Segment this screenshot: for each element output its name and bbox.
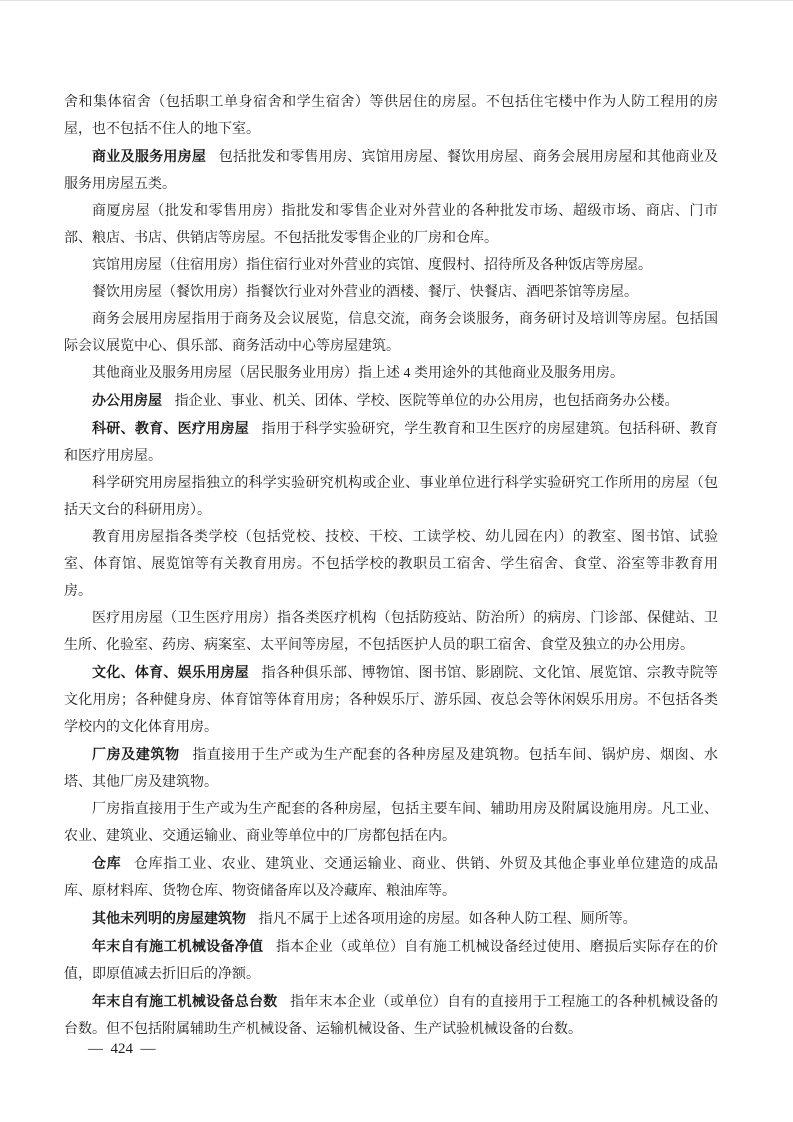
paragraph	[64, 850, 718, 905]
paragraph	[64, 360, 718, 387]
paragraph	[64, 252, 718, 279]
paragraph	[64, 659, 718, 741]
paragraph-text: 其他商业及服务用房屋（居民服务业用房）指上述 4 类用途外的其他商业及服务用房。	[92, 366, 624, 381]
term-label: 其他未列明的房屋建筑物	[92, 910, 246, 926]
paragraph	[64, 988, 718, 1043]
paragraph	[64, 796, 718, 850]
paragraph-text: 包括批发和零售用房、宾馆用房屋、餐饮用房屋、商务会展用房屋和其他商业及服务用房屋五类。	[64, 150, 719, 192]
paragraph-text: 餐饮用房屋（餐饮用房）指餐饮行业对外营业的酒楼、餐厅、快餐店、酒吧茶馆等房屋。	[92, 285, 638, 300]
paragraph	[64, 306, 718, 360]
term-label: 科研、教育、医疗用房屋	[92, 420, 249, 436]
paragraph-text: 医疗用房屋（卫生医疗用房）指各类医疗机构（包括防疫站、防治所）的病房、门诊部、保健站、卫生所、化验室、药房、病案室、太平间等房屋，不包括医护人员的职工宿舍、食堂及独立的办公用房。	[64, 611, 718, 653]
paragraph	[64, 605, 718, 659]
paragraph-text: 教育用房屋指各类学校（包括党校、技校、干校、工读学校、幼儿园在内）的教室、图书馆、试验室、体育馆、展览馆等有关教育用房。不包括学校的教职员工宿舍、学生宿舍、食堂、浴室等非教育用房。	[64, 530, 718, 599]
paragraph-text: 指用于科学实验研究，学生教育和卫生医疗的房屋建筑。包括科研、教育和医疗用房屋。	[64, 422, 719, 464]
paragraph-text: 舍和集体宿舍（包括职工单身宿舍和学生宿舍）等供居住的房屋。不包括住宅楼中作为人防工程用的房屋，也不包括不住人的地下室。	[64, 95, 718, 137]
term-label: 办公用房屋	[92, 392, 162, 408]
paragraph-text: 仓库指工业、农业、建筑业、交通运输业、商业、供销、外贸及其他企事业单位建造的成品库、原材料库、货物仓库、物资储备库以及冷藏库、粮油库等。	[64, 857, 719, 899]
paragraph-text: 指各种俱乐部、博物馆、图书馆、影剧院、文化馆、展览馆、宗教寺院等文化用房；各种健身房、体育馆等体育用房；各种娱乐厅、游乐园、夜总会等休闲娱乐用房。不包括各类学校内的文化体育用房。	[64, 666, 719, 735]
paragraph-text: 厂房指直接用于生产或为生产配套的各种房屋，包括主要车间、辅助用房及附属设施用房。凡工业、农业、建筑业、交通运输业、商业等单位中的厂房都包括在内。	[64, 802, 718, 844]
paragraph-text: 科学研究用房屋指独立的科学实验研究机构或企业、事业单位进行科学实验研究工作所用的房屋（包括天文台的科研用房）。	[64, 476, 718, 518]
paragraph	[64, 741, 718, 796]
paragraph	[64, 905, 718, 933]
paragraph	[64, 415, 718, 470]
glossary-text-block	[64, 89, 718, 1043]
paragraph	[64, 524, 718, 605]
term-label: 文化、体育、娱乐用房屋	[92, 664, 249, 680]
term-label: 商业及服务用房屋	[92, 148, 207, 164]
page-number: — 424 —	[88, 1041, 156, 1057]
paragraph	[64, 279, 718, 306]
paragraph-text: 商务会展用房屋指用于商务及会议展览，信息交流，商务会谈服务，商务研讨及培训等房屋。包括国际会议展览中心、俱乐部、商务活动中心等房屋建筑。	[64, 312, 718, 354]
paragraph-text: 指凡不属于上述各项用途的房屋。如各种人防工程、厕所等。	[258, 912, 637, 927]
paragraph-text: 指直接用于生产或为生产配套的各种房屋及建筑物。包括车间、锅炉房、烟囱、水塔、其他厂房及建筑物。	[64, 748, 718, 790]
paragraph	[64, 387, 718, 415]
term-label: 厂房及建筑物	[92, 746, 180, 762]
paragraph-text: 指本企业（或单位）自有施工机械设备经过使用、磨损后实际存在的价值，即原值减去折旧后的净额。	[64, 940, 719, 982]
paragraph-text: 商厦房屋（批发和零售用房）指批发和零售企业对外营业的各种批发市场、超级市场、商店、门市部、粮店、书店、供销店等房屋。不包括批发零售企业的厂房和仓库。	[64, 204, 718, 246]
term-label: 年末自有施工机械设备净值	[92, 938, 264, 954]
paragraph-text: 指年末本企业（或单位）自有的直接用于工程施工的各种机械设备的台数。但不包括附属辅助生产机械设备、运输机械设备、生产试验机械设备的台数。	[64, 995, 718, 1037]
paragraph	[64, 198, 718, 252]
paragraph-text: 宾馆用房屋（住宿用房）指住宿行业对外营业的宾馆、度假村、招待所及各种饭店等房屋。	[92, 258, 652, 273]
paragraph	[64, 143, 718, 198]
term-label: 年末自有施工机械设备总台数	[92, 993, 278, 1009]
paragraph-text: 指企业、事业、机关、团体、学校、医院等单位的办公用房，也包括商务办公楼。	[174, 394, 679, 409]
paragraph	[64, 89, 718, 143]
term-label: 仓库	[92, 855, 122, 871]
paragraph	[64, 933, 718, 988]
paragraph	[64, 470, 718, 524]
